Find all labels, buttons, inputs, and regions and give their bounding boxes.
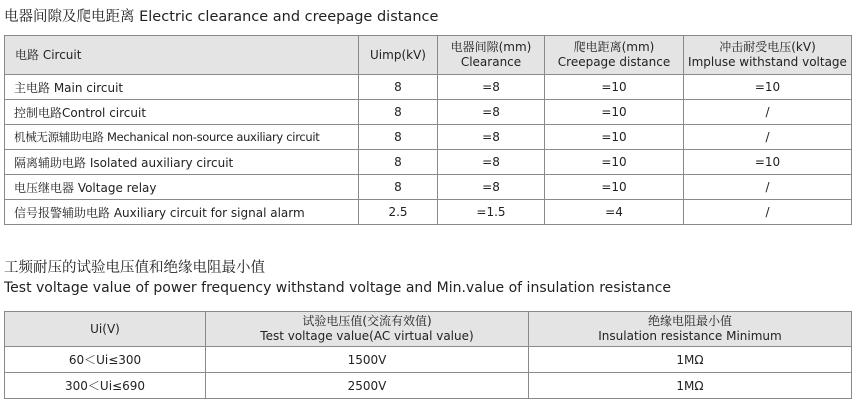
header-impulse-en: Impluse withstand voltage bbox=[688, 55, 847, 69]
test-voltage-table bbox=[4, 311, 852, 399]
cell-ui: 300＜Ui≤690 bbox=[5, 373, 206, 399]
cell-creepage: =10 bbox=[545, 125, 684, 150]
cell-uimp: 8 bbox=[359, 175, 438, 200]
cell-clearance: =8 bbox=[438, 125, 545, 150]
cell-circuit: 主电路 Main circuit bbox=[5, 75, 359, 100]
header-test-voltage-en: Test voltage value(AC virtual value) bbox=[260, 329, 474, 343]
cell-circuit: 信号报警辅助电路 Auxiliary circuit for signal alarm bbox=[5, 200, 359, 225]
table-row bbox=[5, 175, 852, 200]
cell-uimp: 8 bbox=[359, 125, 438, 150]
header-insulation bbox=[529, 312, 852, 347]
table-row bbox=[5, 125, 852, 150]
cell-uimp: 8 bbox=[359, 100, 438, 125]
cell-uimp: 2.5 bbox=[359, 200, 438, 225]
cell-impulse: / bbox=[684, 200, 852, 225]
cell-creepage: =10 bbox=[545, 150, 684, 175]
header-creepage bbox=[545, 36, 684, 75]
cell-uimp: 8 bbox=[359, 150, 438, 175]
cell-test-voltage: 1500V bbox=[206, 347, 529, 373]
header-impulse bbox=[684, 36, 852, 75]
header-clearance-cn: 电器间隙(mm) bbox=[450, 40, 532, 54]
table-row bbox=[5, 75, 852, 100]
cell-impulse: / bbox=[684, 100, 852, 125]
header-test-voltage-cn: 试验电压值(交流有效值) bbox=[302, 314, 432, 328]
table-row bbox=[5, 150, 852, 175]
header-clearance bbox=[438, 36, 545, 75]
header-insulation-en: Insulation resistance Minimum bbox=[598, 329, 782, 343]
clearance-table-header bbox=[5, 36, 852, 75]
header-clearance-en: Clearance bbox=[460, 55, 522, 69]
clearance-table bbox=[4, 35, 852, 225]
header-creepage-cn: 爬电距离(mm) bbox=[573, 40, 655, 54]
cell-insulation: 1MΩ bbox=[529, 373, 852, 399]
cell-circuit: 隔离辅助电路 Isolated auxiliary circuit bbox=[5, 150, 359, 175]
cell-impulse: / bbox=[684, 175, 852, 200]
cell-impulse: / bbox=[684, 125, 852, 150]
test-voltage-title-cn: 工频耐压的试验电压值和绝缘电阻最小值 bbox=[4, 260, 265, 276]
cell-creepage: =10 bbox=[545, 100, 684, 125]
cell-impulse: =10 bbox=[684, 150, 852, 175]
cell-clearance: =1.5 bbox=[438, 200, 545, 225]
cell-impulse: =10 bbox=[684, 75, 852, 100]
header-insulation-cn: 绝缘电阻最小值 bbox=[647, 314, 732, 328]
test-voltage-table-header bbox=[5, 312, 852, 347]
header-test-voltage bbox=[206, 312, 529, 347]
cell-creepage: =4 bbox=[545, 200, 684, 225]
cell-circuit: 电压继电器 Voltage relay bbox=[5, 175, 359, 200]
header-circuit: 电路 Circuit bbox=[5, 36, 359, 75]
cell-test-voltage: 2500V bbox=[206, 373, 529, 399]
cell-ui: 60＜Ui≤300 bbox=[5, 347, 206, 373]
cell-creepage: =10 bbox=[545, 75, 684, 100]
header-impulse-cn: 冲击耐受电压(kV) bbox=[719, 40, 816, 54]
cell-creepage: =10 bbox=[545, 175, 684, 200]
header-creepage-en: Creepage distance bbox=[557, 55, 671, 69]
cell-uimp: 8 bbox=[359, 75, 438, 100]
table-row bbox=[5, 347, 852, 373]
header-uimp: Uimp(kV) bbox=[359, 36, 438, 75]
cell-insulation: 1MΩ bbox=[529, 347, 852, 373]
cell-clearance: =8 bbox=[438, 150, 545, 175]
cell-clearance: =8 bbox=[438, 100, 545, 125]
cell-circuit: 机械无源辅助电路 Mechanical non-source auxiliary circuit bbox=[5, 125, 359, 150]
cell-clearance: =8 bbox=[438, 75, 545, 100]
table-row bbox=[5, 200, 852, 225]
test-voltage-title-en: Test voltage value of power frequency withstand voltage and Min.value of insulation resistance bbox=[4, 280, 672, 296]
table-row bbox=[5, 100, 852, 125]
cell-clearance: =8 bbox=[438, 175, 545, 200]
clearance-section-title: 电器间隙及爬电距离 Electric clearance and creepage distance bbox=[4, 9, 439, 25]
cell-circuit: 控制电路Control circuit bbox=[5, 100, 359, 125]
table-row bbox=[5, 373, 852, 399]
header-ui: Ui(V) bbox=[5, 312, 206, 347]
